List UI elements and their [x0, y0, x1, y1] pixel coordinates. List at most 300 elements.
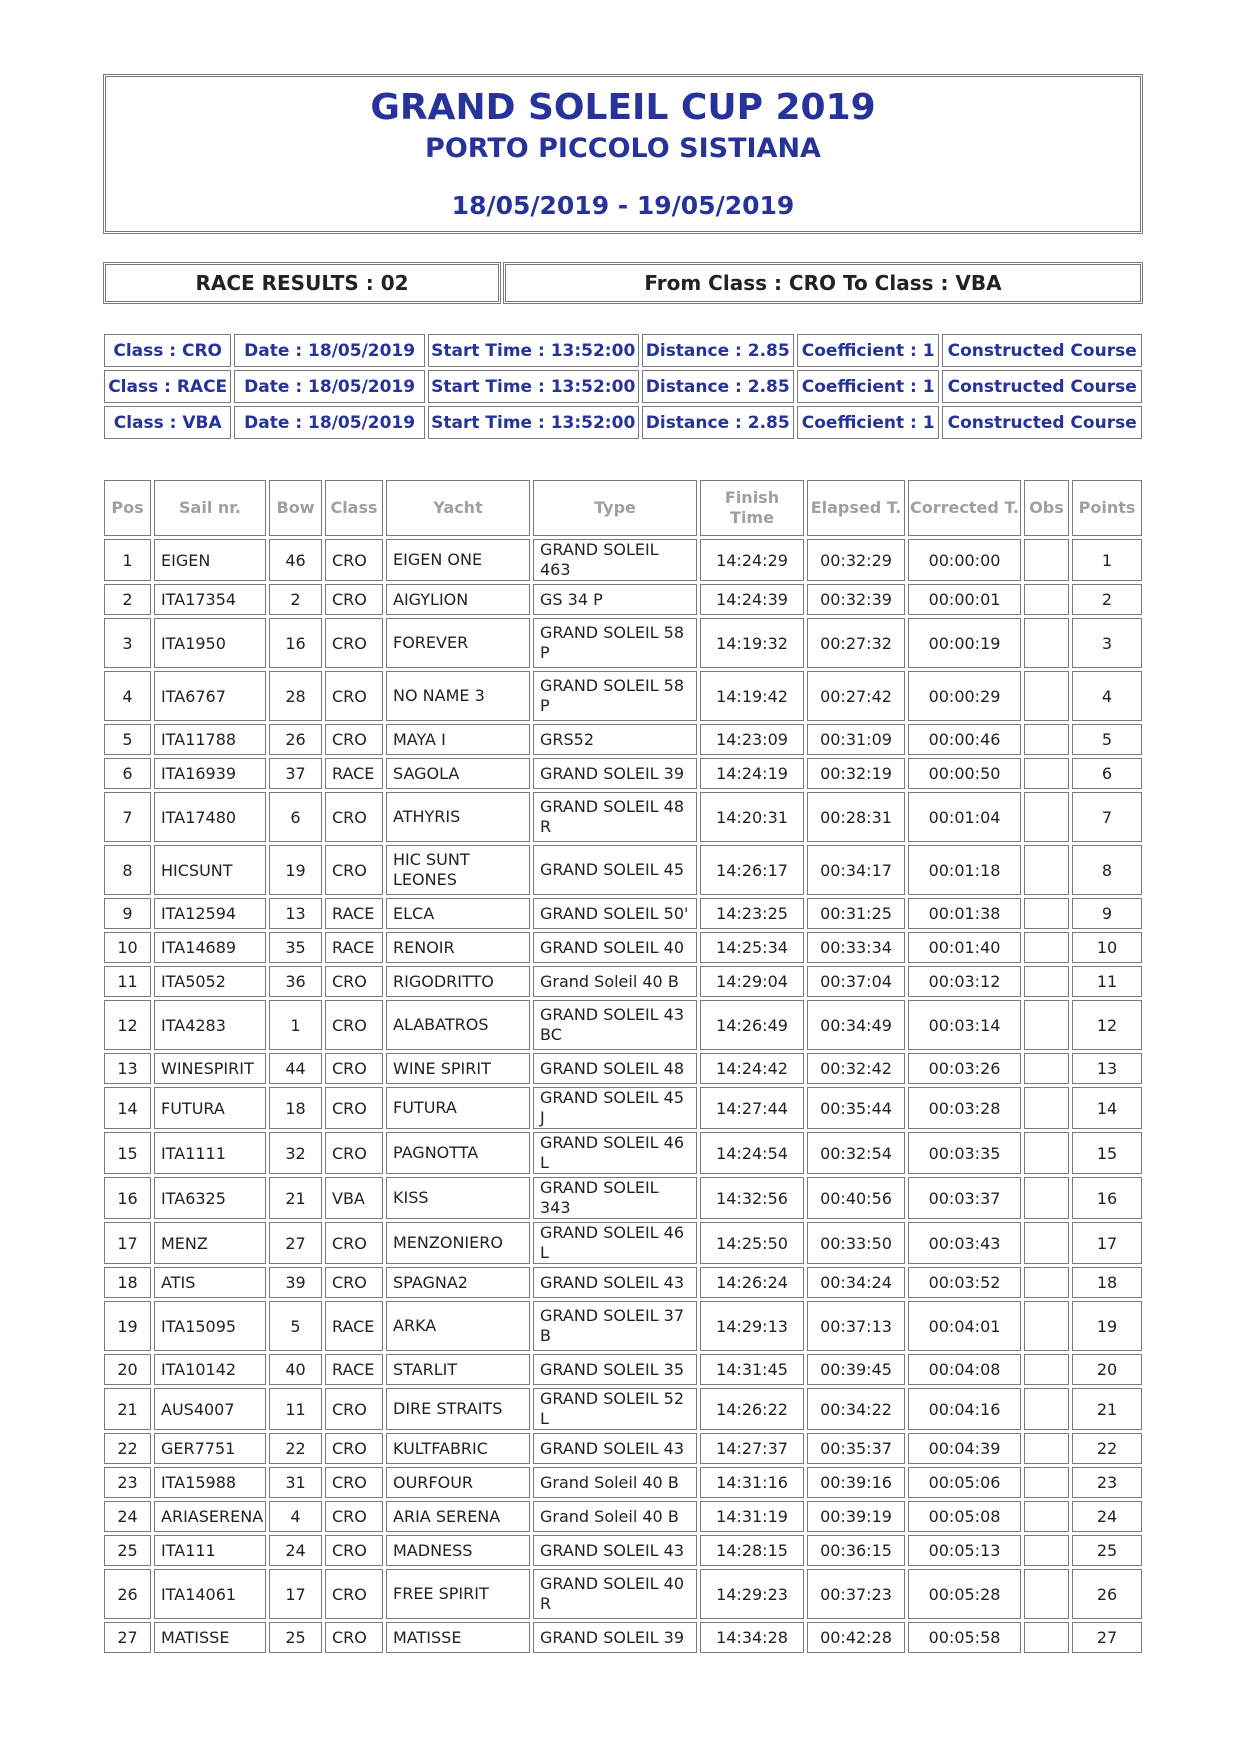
- cell-pos: 12: [104, 1000, 151, 1050]
- cell-yacht: KISS: [386, 1177, 530, 1219]
- table-row: [104, 898, 1142, 929]
- table-row: [104, 932, 1142, 963]
- race-results-label: [103, 262, 501, 304]
- cell-class: CRO: [325, 792, 383, 842]
- cell-bow: 46: [269, 539, 322, 581]
- cell-type: Grand Soleil 40 B: [533, 1467, 697, 1498]
- cell-elapsed: 00:39:45: [807, 1354, 905, 1385]
- cell-yacht: ALABATROS: [386, 1000, 530, 1050]
- cell-bow: 2: [269, 584, 322, 615]
- cell-obs: [1024, 1388, 1069, 1430]
- cell-type: GRAND SOLEIL 43: [533, 1535, 697, 1566]
- cell-sail: ITA1111: [154, 1132, 266, 1174]
- cell-elapsed: 00:34:17: [807, 845, 905, 895]
- cell-elapsed: 00:35:37: [807, 1433, 905, 1464]
- cell-finish: 14:24:42: [700, 1053, 804, 1084]
- cell-sail: MATISSE: [154, 1622, 266, 1653]
- cell-bow: 19: [269, 845, 322, 895]
- cell-obs: [1024, 1000, 1069, 1050]
- cell-elapsed: 00:34:49: [807, 1000, 905, 1050]
- cell-pos: 1: [104, 539, 151, 581]
- cell-obs: [1024, 845, 1069, 895]
- cell-points: 23: [1072, 1467, 1142, 1498]
- cell-elapsed: 00:34:22: [807, 1388, 905, 1430]
- cell-elapsed: 00:27:32: [807, 618, 905, 668]
- cell-class: CRO: [325, 1388, 383, 1430]
- cell-elapsed: 00:27:42: [807, 671, 905, 721]
- cell-class: RACE: [325, 758, 383, 789]
- table-row: [104, 618, 1142, 668]
- cell-points: 27: [1072, 1622, 1142, 1653]
- cell-finish: 14:20:31: [700, 792, 804, 842]
- cell-bow: 39: [269, 1267, 322, 1298]
- cell-corrected: 00:01:18: [908, 845, 1021, 895]
- cell-points: 15: [1072, 1132, 1142, 1174]
- table-row: [104, 1053, 1142, 1084]
- cell-obs: [1024, 758, 1069, 789]
- cell-finish: 14:25:50: [700, 1222, 804, 1264]
- col-type: Type: [533, 480, 697, 536]
- col-elapsed: Elapsed T.: [807, 480, 905, 536]
- class-cell-date: Date : 18/05/2019: [234, 370, 425, 403]
- cell-finish: 14:23:09: [700, 724, 804, 755]
- cell-points: 1: [1072, 539, 1142, 581]
- table-row: [104, 1467, 1142, 1498]
- col-bow: Bow: [269, 480, 322, 536]
- cell-class: CRO: [325, 539, 383, 581]
- cell-pos: 22: [104, 1433, 151, 1464]
- cell-sail: ATIS: [154, 1267, 266, 1298]
- cell-bow: 22: [269, 1433, 322, 1464]
- cell-sail: ITA14061: [154, 1569, 266, 1619]
- cell-yacht: FOREVER: [386, 618, 530, 668]
- cell-type: GRAND SOLEIL 39: [533, 758, 697, 789]
- cell-points: 5: [1072, 724, 1142, 755]
- cell-pos: 24: [104, 1501, 151, 1532]
- results-header-row: [104, 480, 1142, 536]
- class-cell-distance: Distance : 2.85: [642, 406, 794, 439]
- cell-bow: 28: [269, 671, 322, 721]
- cell-class: CRO: [325, 1132, 383, 1174]
- cell-elapsed: 00:32:39: [807, 584, 905, 615]
- class-range-label: [503, 262, 1143, 304]
- cell-corrected: 00:00:50: [908, 758, 1021, 789]
- cell-class: CRO: [325, 1535, 383, 1566]
- cell-type: GRAND SOLEIL 52 L: [533, 1388, 697, 1430]
- cell-type: GRAND SOLEIL 39: [533, 1622, 697, 1653]
- table-row: [104, 1267, 1142, 1298]
- cell-finish: 14:26:49: [700, 1000, 804, 1050]
- table-row: [104, 1132, 1142, 1174]
- cell-pos: 18: [104, 1267, 151, 1298]
- class-cell-distance: Distance : 2.85: [642, 334, 794, 367]
- cell-sail: ARIASERENA: [154, 1501, 266, 1532]
- table-row: [104, 1301, 1142, 1351]
- cell-bow: 21: [269, 1177, 322, 1219]
- cell-yacht: STARLIT: [386, 1354, 530, 1385]
- class-cell-coefficient: Coefficient : 1: [797, 406, 939, 439]
- cell-bow: 36: [269, 966, 322, 997]
- class-cell-coefficient: Coefficient : 1: [797, 370, 939, 403]
- cell-finish: 14:32:56: [700, 1177, 804, 1219]
- cell-yacht: RENOIR: [386, 932, 530, 963]
- cell-points: 3: [1072, 618, 1142, 668]
- cell-obs: [1024, 1177, 1069, 1219]
- cell-bow: 17: [269, 1569, 322, 1619]
- cell-corrected: 00:05:28: [908, 1569, 1021, 1619]
- cell-bow: 37: [269, 758, 322, 789]
- cell-points: 12: [1072, 1000, 1142, 1050]
- cell-obs: [1024, 1354, 1069, 1385]
- cell-sail: ITA5052: [154, 966, 266, 997]
- cell-corrected: 00:04:01: [908, 1301, 1021, 1351]
- cell-obs: [1024, 1132, 1069, 1174]
- cell-points: 18: [1072, 1267, 1142, 1298]
- cell-yacht: WINE SPIRIT: [386, 1053, 530, 1084]
- cell-class: RACE: [325, 898, 383, 929]
- cell-sail: ITA1950: [154, 618, 266, 668]
- cell-obs: [1024, 1501, 1069, 1532]
- cell-elapsed: 00:31:25: [807, 898, 905, 929]
- cell-finish: 14:24:54: [700, 1132, 804, 1174]
- cell-points: 26: [1072, 1569, 1142, 1619]
- cell-bow: 26: [269, 724, 322, 755]
- cell-class: CRO: [325, 584, 383, 615]
- cell-finish: 14:19:42: [700, 671, 804, 721]
- cell-type: Grand Soleil 40 B: [533, 1501, 697, 1532]
- cell-yacht: EIGEN ONE: [386, 539, 530, 581]
- table-row: [104, 539, 1142, 581]
- cell-obs: [1024, 1053, 1069, 1084]
- cell-sail: ITA14689: [154, 932, 266, 963]
- cell-class: CRO: [325, 1267, 383, 1298]
- cell-points: 19: [1072, 1301, 1142, 1351]
- cell-bow: 40: [269, 1354, 322, 1385]
- cell-class: CRO: [325, 1433, 383, 1464]
- cell-class: CRO: [325, 1569, 383, 1619]
- cell-type: GRAND SOLEIL 46 L: [533, 1132, 697, 1174]
- class-row: [104, 370, 1142, 403]
- cell-class: CRO: [325, 618, 383, 668]
- cell-type: GRAND SOLEIL 50': [533, 898, 697, 929]
- cell-type: GRAND SOLEIL 35: [533, 1354, 697, 1385]
- cell-obs: [1024, 1622, 1069, 1653]
- cell-type: GRAND SOLEIL 48 R: [533, 792, 697, 842]
- table-row: [104, 1388, 1142, 1430]
- table-row: [104, 1501, 1142, 1532]
- table-row: [104, 1177, 1142, 1219]
- cell-bow: 18: [269, 1087, 322, 1129]
- cell-pos: 17: [104, 1222, 151, 1264]
- col-sail: Sail nr.: [154, 480, 266, 536]
- cell-corrected: 00:05:13: [908, 1535, 1021, 1566]
- cell-yacht: AIGYLION: [386, 584, 530, 615]
- cell-pos: 4: [104, 671, 151, 721]
- cell-elapsed: 00:34:24: [807, 1267, 905, 1298]
- cell-finish: 14:24:39: [700, 584, 804, 615]
- cell-finish: 14:19:32: [700, 618, 804, 668]
- cell-corrected: 00:05:08: [908, 1501, 1021, 1532]
- cell-corrected: 00:00:29: [908, 671, 1021, 721]
- cell-bow: 16: [269, 618, 322, 668]
- class-cell-date: Date : 18/05/2019: [234, 406, 425, 439]
- cell-class: RACE: [325, 1354, 383, 1385]
- class-cell-coefficient: Coefficient : 1: [797, 334, 939, 367]
- results-table: [101, 477, 1145, 1656]
- cell-obs: [1024, 898, 1069, 929]
- cell-class: RACE: [325, 932, 383, 963]
- cell-class: CRO: [325, 1222, 383, 1264]
- cell-corrected: 00:03:37: [908, 1177, 1021, 1219]
- cell-corrected: 00:04:08: [908, 1354, 1021, 1385]
- table-row: [104, 724, 1142, 755]
- cell-sail: ITA17480: [154, 792, 266, 842]
- cell-finish: 14:24:29: [700, 539, 804, 581]
- cell-type: Grand Soleil 40 B: [533, 966, 697, 997]
- cell-corrected: 00:04:39: [908, 1433, 1021, 1464]
- cell-points: 11: [1072, 966, 1142, 997]
- cell-pos: 8: [104, 845, 151, 895]
- table-row: [104, 671, 1142, 721]
- cell-pos: 2: [104, 584, 151, 615]
- cell-sail: ITA15988: [154, 1467, 266, 1498]
- cell-bow: 44: [269, 1053, 322, 1084]
- cell-finish: 14:29:13: [700, 1301, 804, 1351]
- cell-finish: 14:34:28: [700, 1622, 804, 1653]
- cell-elapsed: 00:39:16: [807, 1467, 905, 1498]
- cell-points: 25: [1072, 1535, 1142, 1566]
- cell-sail: ITA6325: [154, 1177, 266, 1219]
- cell-elapsed: 00:35:44: [807, 1087, 905, 1129]
- cell-sail: AUS4007: [154, 1388, 266, 1430]
- cell-points: 22: [1072, 1433, 1142, 1464]
- cell-points: 13: [1072, 1053, 1142, 1084]
- class-row: [104, 334, 1142, 367]
- cell-obs: [1024, 618, 1069, 668]
- results-body: [104, 539, 1142, 1653]
- col-obs: Obs: [1024, 480, 1069, 536]
- cell-bow: 25: [269, 1622, 322, 1653]
- cell-obs: [1024, 1222, 1069, 1264]
- cell-class: CRO: [325, 845, 383, 895]
- cell-type: GRAND SOLEIL 43: [533, 1433, 697, 1464]
- cell-obs: [1024, 1467, 1069, 1498]
- event-venue: PORTO PICCOLO SISTIANA: [425, 133, 821, 164]
- cell-elapsed: 00:33:50: [807, 1222, 905, 1264]
- cell-elapsed: 00:37:13: [807, 1301, 905, 1351]
- cell-elapsed: 00:28:31: [807, 792, 905, 842]
- race-results-text: RACE RESULTS : 02: [195, 271, 409, 295]
- cell-finish: 14:24:19: [700, 758, 804, 789]
- cell-type: GRAND SOLEIL 45 J: [533, 1087, 697, 1129]
- cell-obs: [1024, 1087, 1069, 1129]
- cell-yacht: PAGNOTTA: [386, 1132, 530, 1174]
- cell-bow: 1: [269, 1000, 322, 1050]
- cell-finish: 14:29:23: [700, 1569, 804, 1619]
- cell-type: GRAND SOLEIL 43 BC: [533, 1000, 697, 1050]
- cell-sail: FUTURA: [154, 1087, 266, 1129]
- cell-obs: [1024, 724, 1069, 755]
- cell-type: GRAND SOLEIL 46 L: [533, 1222, 697, 1264]
- cell-elapsed: 00:36:15: [807, 1535, 905, 1566]
- cell-class: VBA: [325, 1177, 383, 1219]
- table-row: [104, 1433, 1142, 1464]
- cell-pos: 15: [104, 1132, 151, 1174]
- cell-corrected: 00:05:58: [908, 1622, 1021, 1653]
- cell-bow: 11: [269, 1388, 322, 1430]
- cell-pos: 16: [104, 1177, 151, 1219]
- cell-finish: 14:27:37: [700, 1433, 804, 1464]
- cell-bow: 5: [269, 1301, 322, 1351]
- cell-class: CRO: [325, 966, 383, 997]
- class-range-text: From Class : CRO To Class : VBA: [644, 271, 1002, 295]
- event-header: [103, 74, 1143, 234]
- cell-points: 2: [1072, 584, 1142, 615]
- cell-corrected: 00:03:12: [908, 966, 1021, 997]
- cell-yacht: OURFOUR: [386, 1467, 530, 1498]
- cell-points: 21: [1072, 1388, 1142, 1430]
- table-row: [104, 1000, 1142, 1050]
- cell-sail: HICSUNT: [154, 845, 266, 895]
- cell-yacht: FREE SPIRIT: [386, 1569, 530, 1619]
- class-cell-start: Start Time : 13:52:00: [428, 406, 639, 439]
- cell-finish: 14:26:24: [700, 1267, 804, 1298]
- cell-finish: 14:31:16: [700, 1467, 804, 1498]
- cell-pos: 7: [104, 792, 151, 842]
- cell-yacht: ARKA: [386, 1301, 530, 1351]
- cell-sail: ITA17354: [154, 584, 266, 615]
- cell-class: CRO: [325, 1053, 383, 1084]
- cell-corrected: 00:01:40: [908, 932, 1021, 963]
- cell-yacht: ELCA: [386, 898, 530, 929]
- table-row: [104, 1622, 1142, 1653]
- cell-obs: [1024, 1433, 1069, 1464]
- cell-pos: 10: [104, 932, 151, 963]
- table-row: [104, 1087, 1142, 1129]
- cell-pos: 5: [104, 724, 151, 755]
- table-row: [104, 1222, 1142, 1264]
- cell-bow: 31: [269, 1467, 322, 1498]
- cell-obs: [1024, 1569, 1069, 1619]
- cell-finish: 14:31:19: [700, 1501, 804, 1532]
- cell-sail: ITA111: [154, 1535, 266, 1566]
- cell-type: GRAND SOLEIL 48: [533, 1053, 697, 1084]
- cell-finish: 14:27:44: [700, 1087, 804, 1129]
- cell-elapsed: 00:42:28: [807, 1622, 905, 1653]
- cell-sail: MENZ: [154, 1222, 266, 1264]
- cell-points: 4: [1072, 671, 1142, 721]
- cell-yacht: MENZONIERO: [386, 1222, 530, 1264]
- cell-pos: 23: [104, 1467, 151, 1498]
- cell-bow: 6: [269, 792, 322, 842]
- cell-pos: 25: [104, 1535, 151, 1566]
- cell-pos: 20: [104, 1354, 151, 1385]
- cell-corrected: 00:03:43: [908, 1222, 1021, 1264]
- col-finish: Finish Time: [700, 480, 804, 536]
- cell-points: 14: [1072, 1087, 1142, 1129]
- cell-pos: 9: [104, 898, 151, 929]
- cell-class: CRO: [325, 1467, 383, 1498]
- cell-points: 7: [1072, 792, 1142, 842]
- cell-sail: GER7751: [154, 1433, 266, 1464]
- cell-type: GRAND SOLEIL 43: [533, 1267, 697, 1298]
- cell-elapsed: 00:39:19: [807, 1501, 905, 1532]
- cell-class: CRO: [325, 1000, 383, 1050]
- table-row: [104, 845, 1142, 895]
- col-yacht: Yacht: [386, 480, 530, 536]
- cell-elapsed: 00:33:34: [807, 932, 905, 963]
- cell-type: GRAND SOLEIL 45: [533, 845, 697, 895]
- class-cell-course: Constructed Course: [942, 370, 1142, 403]
- col-corrected: Corrected T.: [908, 480, 1021, 536]
- cell-elapsed: 00:37:23: [807, 1569, 905, 1619]
- cell-sail: WINESPIRIT: [154, 1053, 266, 1084]
- cell-yacht: MADNESS: [386, 1535, 530, 1566]
- cell-obs: [1024, 539, 1069, 581]
- cell-finish: 14:25:34: [700, 932, 804, 963]
- cell-yacht: HIC SUNT LEONES: [386, 845, 530, 895]
- cell-yacht: NO NAME 3: [386, 671, 530, 721]
- table-row: [104, 1569, 1142, 1619]
- cell-type: GRAND SOLEIL 37 B: [533, 1301, 697, 1351]
- cell-obs: [1024, 584, 1069, 615]
- col-points: Points: [1072, 480, 1142, 536]
- cell-elapsed: 00:32:19: [807, 758, 905, 789]
- cell-bow: 4: [269, 1501, 322, 1532]
- cell-obs: [1024, 792, 1069, 842]
- cell-class: CRO: [325, 1501, 383, 1532]
- cell-class: CRO: [325, 724, 383, 755]
- cell-corrected: 00:03:14: [908, 1000, 1021, 1050]
- cell-pos: 3: [104, 618, 151, 668]
- cell-corrected: 00:00:00: [908, 539, 1021, 581]
- cell-bow: 24: [269, 1535, 322, 1566]
- cell-pos: 14: [104, 1087, 151, 1129]
- cell-yacht: MAYA I: [386, 724, 530, 755]
- cell-finish: 14:31:45: [700, 1354, 804, 1385]
- cell-points: 17: [1072, 1222, 1142, 1264]
- cell-points: 20: [1072, 1354, 1142, 1385]
- cell-pos: 19: [104, 1301, 151, 1351]
- cell-pos: 11: [104, 966, 151, 997]
- event-dates: 18/05/2019 - 19/05/2019: [451, 191, 795, 220]
- cell-corrected: 00:00:19: [908, 618, 1021, 668]
- cell-type: GRAND SOLEIL 463: [533, 539, 697, 581]
- table-row: [104, 1354, 1142, 1385]
- cell-sail: EIGEN: [154, 539, 266, 581]
- table-row: [104, 758, 1142, 789]
- cell-sail: ITA10142: [154, 1354, 266, 1385]
- cell-corrected: 00:01:04: [908, 792, 1021, 842]
- cell-obs: [1024, 1267, 1069, 1298]
- cell-class: CRO: [325, 671, 383, 721]
- table-row: [104, 792, 1142, 842]
- class-cell-course: Constructed Course: [942, 406, 1142, 439]
- cell-type: GRAND SOLEIL 343: [533, 1177, 697, 1219]
- cell-sail: ITA16939: [154, 758, 266, 789]
- cell-finish: 14:26:22: [700, 1388, 804, 1430]
- cell-type: GRAND SOLEIL 40 R: [533, 1569, 697, 1619]
- cell-finish: 14:28:15: [700, 1535, 804, 1566]
- cell-yacht: ARIA SERENA: [386, 1501, 530, 1532]
- cell-pos: 27: [104, 1622, 151, 1653]
- cell-elapsed: 00:37:04: [807, 966, 905, 997]
- class-cell-start: Start Time : 13:52:00: [428, 334, 639, 367]
- cell-obs: [1024, 1535, 1069, 1566]
- cell-sail: ITA11788: [154, 724, 266, 755]
- class-cell-class: Class : RACE: [104, 370, 231, 403]
- cell-bow: 27: [269, 1222, 322, 1264]
